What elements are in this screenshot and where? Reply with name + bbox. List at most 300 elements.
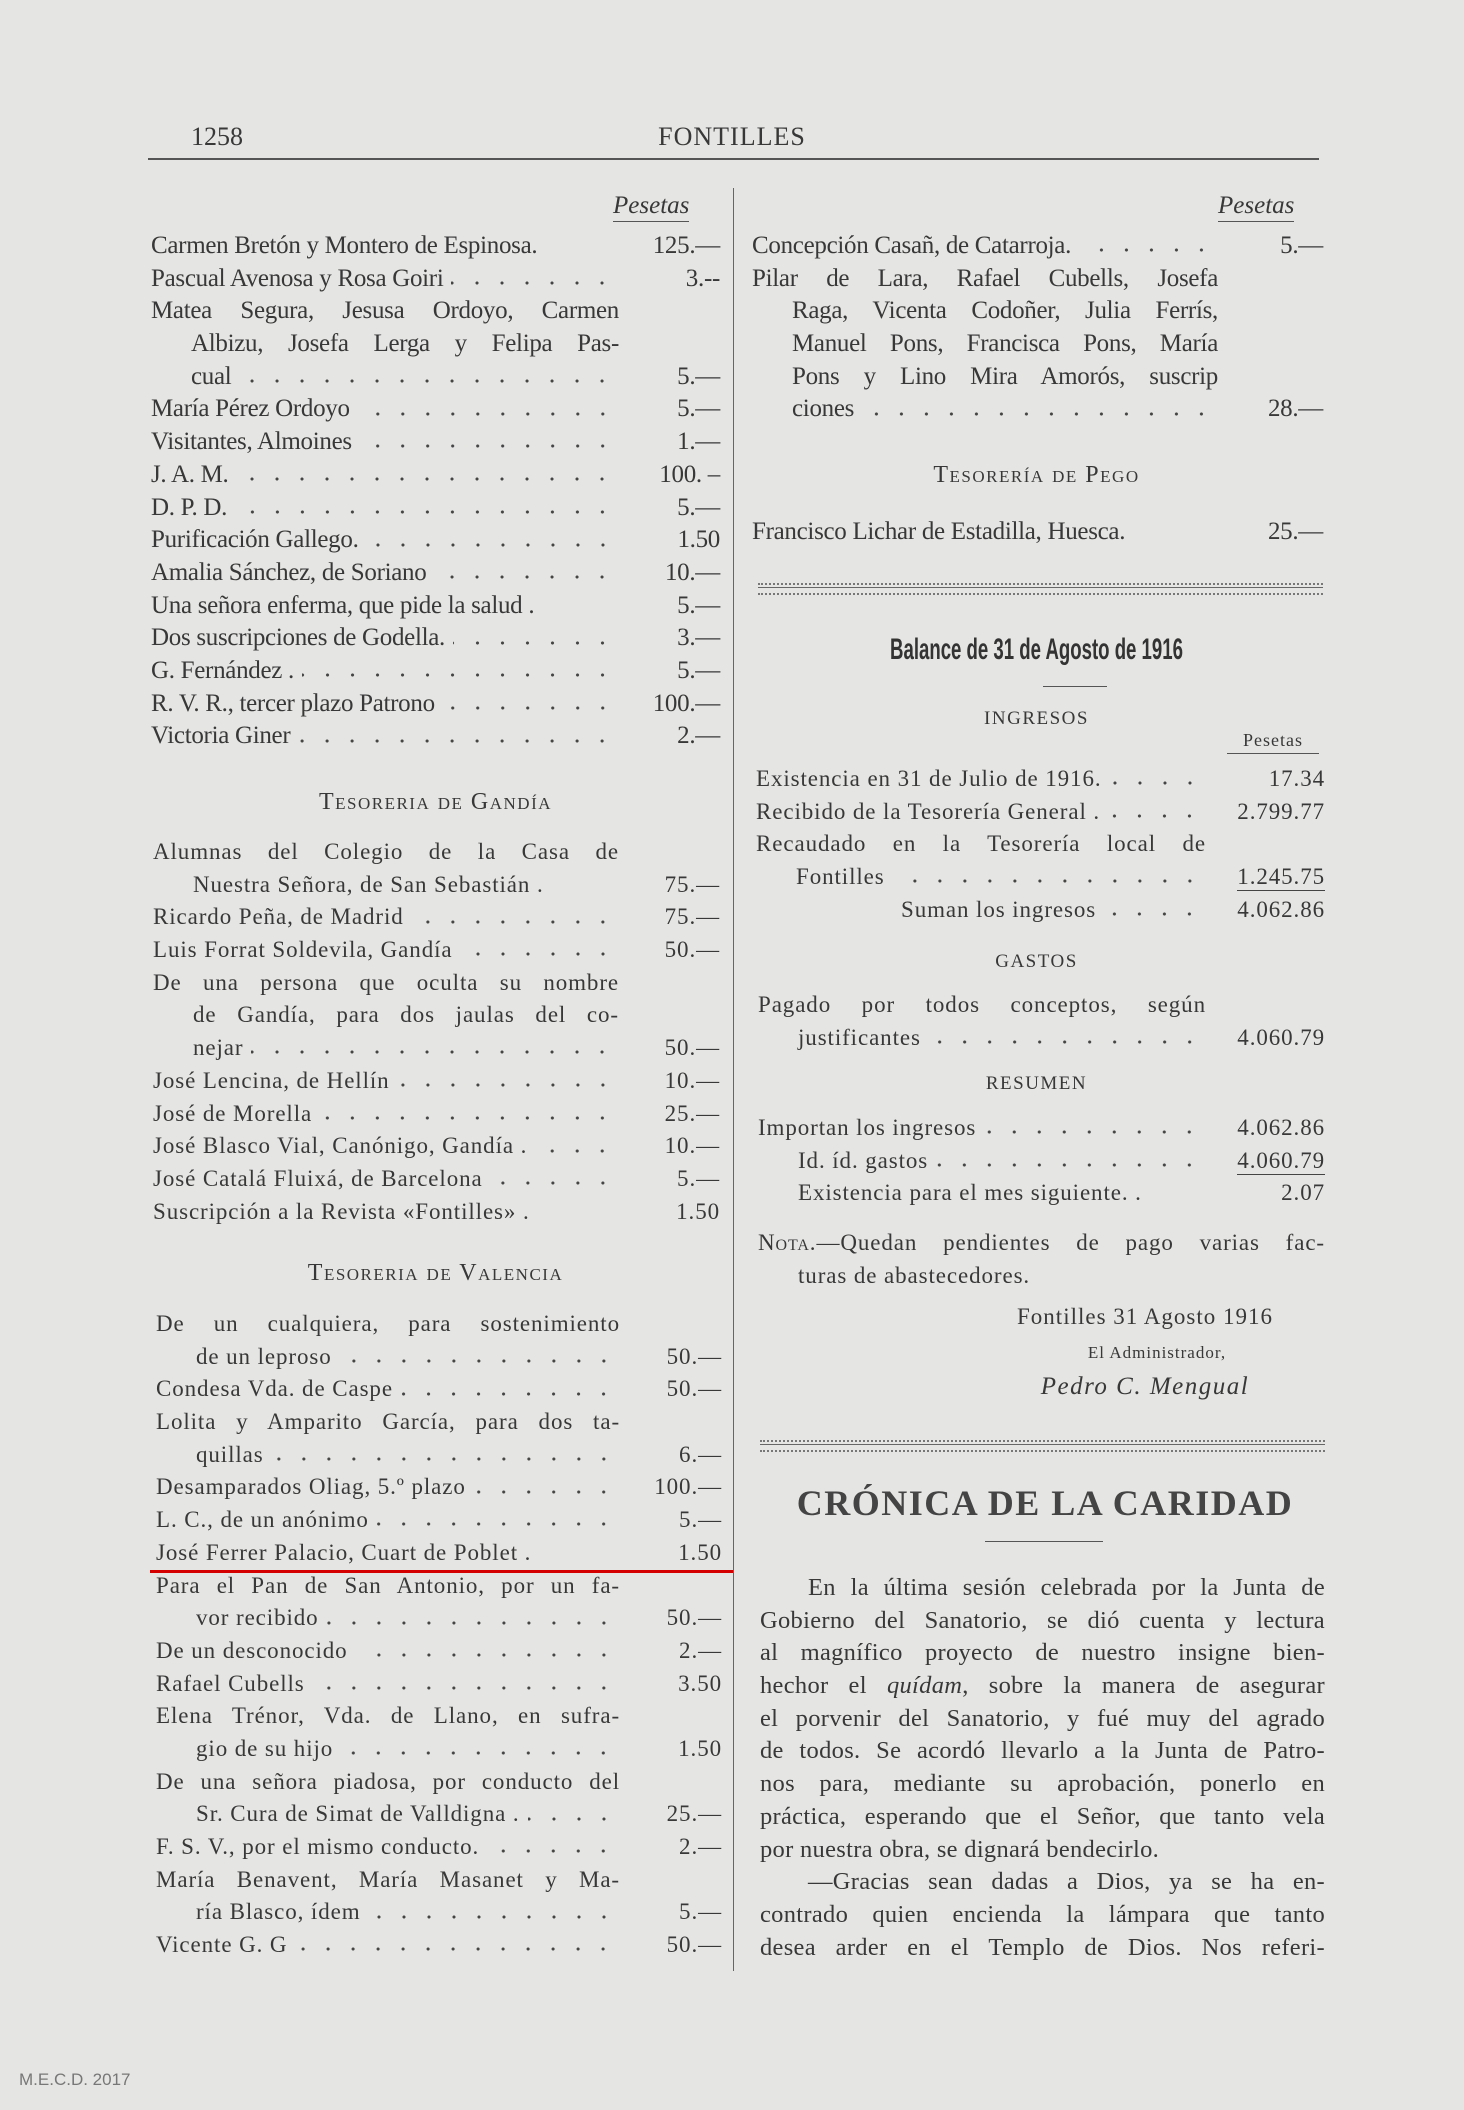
dot-leader: [893, 876, 1202, 886]
list-entry: [151, 459, 720, 492]
header-rule: [148, 158, 1319, 160]
pesetas-column-header-right: Pesetas: [1218, 192, 1294, 222]
paragraph-line: [760, 1866, 1325, 1899]
nota-label: Nota.: [758, 1230, 817, 1255]
amount-cell: [620, 1504, 722, 1537]
list-entry: [156, 1406, 722, 1439]
paragraph-line: [760, 1801, 1325, 1834]
entry-amount: 5.—: [679, 1507, 722, 1533]
list-entry: [153, 901, 720, 934]
amount-cell: [619, 557, 720, 590]
list-entry: [151, 720, 720, 753]
paragraph-text: nos para, mediante su aprobación, ponerlo en: [760, 1770, 1325, 1798]
dot-leader: [302, 670, 615, 680]
list-entry: [756, 763, 1325, 796]
entry-amount: 3.--: [685, 264, 720, 292]
entry-amount: 1.50: [678, 1735, 722, 1761]
dot-leader: [434, 572, 615, 582]
nota: [758, 1227, 1325, 1292]
nota-text: —Quedan pendientes de pago varias fac-: [816, 1230, 1325, 1255]
dot-leader: [313, 1683, 616, 1693]
entry-text: Purificación Gallego.: [151, 526, 359, 554]
paragraph-text: por nuestra obra, se dignará bendecirlo.: [760, 1835, 1160, 1863]
dot-leader: [239, 376, 615, 386]
paragraph-text: En la última sesión celebrada por la Junta de: [808, 1574, 1325, 1601]
entry-amount: 10.—: [664, 1067, 720, 1093]
dot-leader: [552, 884, 615, 894]
dot-leader: [1110, 778, 1202, 788]
list-entry-continuation: [752, 361, 1323, 394]
entry-text: Francisco Lichar de Estadilla, Huesca.: [752, 518, 1126, 545]
entry-text: Manuel Pons, Francisca Pons, María: [792, 330, 1218, 358]
entry-text: Concepción Casañ, de Catarroja.: [752, 232, 1072, 259]
paragraph-line: [760, 1605, 1325, 1638]
list-entry: [153, 1098, 720, 1131]
entry-text: vor recibido: [196, 1605, 319, 1631]
entry-text: José Catalá Fluixá, de Barcelona: [153, 1165, 483, 1191]
entry-amount: 75.—: [664, 904, 720, 930]
italic-term: quídam: [886, 1672, 963, 1700]
entry-amount: 50.—: [666, 1376, 722, 1402]
list-entry-continuation: [153, 999, 720, 1032]
column-divider: [733, 188, 734, 1971]
entry-text: Luis Forrat Soldevila, Gandía: [153, 937, 453, 963]
amount-cell: [619, 1196, 720, 1229]
amount-cell: [620, 1896, 722, 1929]
list-entry: [153, 836, 720, 869]
dot-leader: [491, 1178, 615, 1188]
dot-leader: [377, 1519, 616, 1529]
dot-leader: [443, 703, 615, 713]
page-number: 1258: [191, 122, 243, 151]
signer-name: Pedro C. Mengual: [1040, 1373, 1250, 1400]
amount-cell: [1206, 763, 1325, 796]
dot-leader: [358, 409, 615, 419]
entry-text: cual: [191, 362, 232, 390]
entry-text: De un desconocido: [156, 1637, 348, 1663]
amount-cell: [620, 1341, 722, 1374]
dot-leader: [545, 245, 615, 255]
list-entry: [156, 1831, 722, 1864]
pesetas-column-header: Pesetas: [613, 192, 689, 222]
paragraph-line: [760, 1768, 1325, 1801]
entry-text: Ricardo Peña, de Madrid: [153, 904, 404, 930]
amount-cell: [620, 1537, 722, 1570]
paragraph-line: [760, 1932, 1325, 1965]
paragraph-text: práctica, esperando que el Señor, que tanto vela: [760, 1802, 1325, 1830]
entry-amount: 5.—: [677, 493, 720, 521]
entry-amount: 4.062.86: [1237, 896, 1325, 922]
entry-text: G. Fernández .: [151, 656, 294, 684]
cronica-title-rule: [985, 1541, 1103, 1542]
list-entry: [758, 1177, 1325, 1210]
entry-amount: 1.—: [677, 428, 720, 456]
dot-leader: [539, 1552, 616, 1562]
paragraph-line: [760, 1670, 1325, 1703]
list-entry: [752, 230, 1323, 263]
entry-text: Matea Segura, Jesusa Ordoyo, Carmen: [151, 297, 619, 325]
amount-cell: [1206, 1145, 1325, 1178]
dot-leader: [341, 1748, 616, 1758]
amount-cell: [620, 1798, 722, 1831]
entry-amount: 5.—: [677, 656, 720, 684]
paragraph-line: [760, 1899, 1325, 1932]
list-entry: [151, 263, 720, 296]
dot-leader: [535, 1146, 615, 1156]
amount-cell: [619, 230, 720, 263]
entry-amount: 4.062.86: [1237, 1115, 1325, 1140]
dot-leader: [272, 1454, 616, 1464]
entry-amount: 50.—: [666, 1343, 722, 1369]
dot-leader: [327, 1618, 616, 1628]
entry-text: Condesa Vda. de Caspe: [156, 1376, 393, 1402]
list-entry-continuation: [153, 869, 720, 902]
amount-cell: [619, 524, 720, 557]
entry-text: Dos suscripciones de Godella.: [151, 624, 446, 652]
amount-cell: [619, 1163, 720, 1196]
entry-text: De una persona que oculta su nombre: [153, 969, 619, 995]
amount-cell: [620, 1831, 722, 1864]
dot-leader: [1150, 1193, 1202, 1203]
entry-text: Amalia Sánchez, de Soriano: [151, 558, 427, 586]
list-entry: [156, 1373, 722, 1406]
nota-text-cont: turas de abastecedores.: [798, 1262, 1031, 1288]
entry-amount: 2.07: [1281, 1180, 1325, 1206]
entry-text: De una señora piadosa, por conducto del: [156, 1768, 620, 1794]
list-entry-continuation: [752, 393, 1323, 426]
dot-leader: [401, 1389, 616, 1399]
entry-amount: 17.34: [1268, 766, 1325, 791]
dot-leader: [340, 1356, 616, 1366]
amount-cell: [1206, 796, 1325, 829]
entry-text: Elena Trénor, Vda. de Llano, en sufra-: [156, 1703, 620, 1729]
dot-leader: [984, 1127, 1202, 1137]
list-entry: [156, 1700, 722, 1733]
dot-leader: [1104, 909, 1202, 919]
dot-leader: [1133, 531, 1214, 541]
list-entry: [156, 1635, 722, 1668]
list-entry: [758, 1145, 1325, 1178]
entry-amount: 25.—: [1267, 518, 1323, 545]
entry-amount: 5.—: [679, 1899, 722, 1925]
amount-cell: [620, 1635, 722, 1668]
dot-leader: [528, 1814, 616, 1824]
dot-leader: [398, 1080, 615, 1090]
entry-amount: 100.—: [652, 689, 720, 717]
list-entry-continuation: [156, 1341, 722, 1374]
donation-list-pego: [752, 516, 1323, 549]
dot-leader: [1108, 811, 1202, 821]
entry-text: Desamparados Oliag, 5.º plazo: [156, 1474, 466, 1500]
amount-cell: [1206, 1022, 1325, 1055]
entry-amount: 3.50: [678, 1670, 722, 1696]
amount-cell: [1206, 1177, 1325, 1210]
dot-leader: [474, 1487, 616, 1497]
dot-leader: [369, 1912, 617, 1922]
entry-amount: 5.—: [677, 362, 720, 390]
list-entry: [756, 828, 1325, 861]
entry-amount: 1.50: [677, 526, 720, 554]
entry-text: Pagado por todos conceptos, según: [758, 992, 1206, 1017]
entry-amount: 10.—: [664, 1133, 720, 1159]
entry-text: Raga, Vicenta Codoñer, Julia Ferrís,: [792, 297, 1218, 325]
dot-leader: [236, 474, 615, 484]
dot-leader: [1079, 245, 1214, 255]
entry-amount: 75.—: [664, 871, 720, 897]
paragraph-text: el porvenir del Sanatorio, y fué muy del agrado: [760, 1704, 1325, 1732]
amount-cell: [619, 901, 720, 934]
ingresos-heading: INGRESOS: [984, 708, 1089, 729]
list-entry: [151, 295, 720, 328]
list-entry: [151, 590, 720, 623]
entry-amount: 50.—: [664, 937, 720, 963]
entry-text: gio de su hijo: [196, 1735, 334, 1761]
paragraph-line: [760, 1703, 1325, 1736]
entry-text: Sr. Cura de Simat de Valldigna .: [196, 1801, 520, 1827]
entry-amount: 125.—: [652, 232, 720, 259]
dot-leader: [367, 540, 615, 550]
entry-text: Suscripción a la Revista «Fontilles» .: [153, 1198, 530, 1224]
entry-text: Pilar de Lara, Rafael Cubells, Josefa: [752, 264, 1218, 292]
entry-amount: 2.—: [679, 1834, 722, 1859]
entry-text: Vicente G. G: [156, 1932, 288, 1958]
entry-text: Id. íd. gastos: [798, 1147, 929, 1173]
list-entry: [156, 1308, 722, 1341]
list-entry: [156, 1570, 722, 1603]
resumen-heading: RESUMEN: [985, 1073, 1088, 1094]
list-entry: [756, 894, 1325, 927]
dot-leader: [936, 1160, 1202, 1170]
paragraph-text: hechor el: [760, 1672, 887, 1700]
paragraph-line: [760, 1834, 1325, 1867]
entry-text: ría Blasco, ídem: [196, 1899, 361, 1925]
amount-cell: [619, 934, 720, 967]
cronica-body: [760, 1572, 1325, 1964]
place-date: Fontilles 31 Agosto 1916: [1017, 1304, 1273, 1329]
list-entry: [156, 1537, 722, 1570]
entry-text: justificantes: [798, 1024, 921, 1050]
dot-leader: [235, 507, 615, 517]
entry-text: Suman los ingresos: [901, 896, 1097, 922]
amount-cell: [619, 622, 720, 655]
list-entry: [153, 1065, 720, 1098]
entry-text: Rafael Cubells: [156, 1670, 305, 1696]
list-entry: [151, 557, 720, 590]
list-entry: [151, 622, 720, 655]
entry-text: De un cualquiera, para sostenimiento: [156, 1311, 620, 1336]
list-entry: [756, 796, 1325, 829]
paragraph-text: desea arder en el Templo de Dios. Nos referi-: [760, 1933, 1325, 1961]
entry-text: Alumnas del Colegio de la Casa de: [153, 839, 619, 864]
entry-text: María Pérez Ordoyo: [151, 395, 350, 423]
list-entry-continuation: [151, 328, 720, 361]
entry-amount: 25.—: [664, 1100, 720, 1126]
amount-cell: [620, 1373, 722, 1406]
dot-leader: [451, 278, 615, 288]
dot-leader: [542, 605, 615, 615]
entry-amount: 5.—: [1280, 232, 1323, 259]
paragraph-text: Gobierno del Sanatorio, se dió cuenta y lectura: [760, 1606, 1325, 1634]
dot-leader: [295, 1944, 616, 1954]
entry-text: Importan los ingresos: [758, 1115, 977, 1140]
donation-list-right: [752, 230, 1323, 426]
ingresos-list: [756, 763, 1325, 926]
amount-cell: [620, 1471, 722, 1504]
list-entry-continuation: [156, 1602, 722, 1635]
paragraph-text: contrado quien encienda la lámpara que tanto: [760, 1900, 1325, 1928]
section-heading-gandia: Tesoreria de Gandía: [318, 789, 553, 815]
list-entry-continuation: [758, 1022, 1325, 1055]
list-entry: [752, 516, 1323, 549]
amount-cell: [619, 426, 720, 459]
list-entry-continuation: [752, 295, 1323, 328]
amount-cell: [619, 1098, 720, 1131]
entry-text: Fontilles: [796, 864, 885, 890]
dot-leader: [356, 1650, 616, 1660]
list-entry-continuation: [156, 1798, 722, 1831]
dot-leader: [320, 1113, 615, 1123]
amount-cell: [619, 393, 720, 426]
list-entry: [151, 524, 720, 557]
amount-cell: [619, 263, 720, 296]
gastos-list: [758, 989, 1325, 1054]
list-entry-continuation: [156, 1733, 722, 1766]
entry-amount: 100.—: [654, 1474, 722, 1500]
entry-text: Para el Pan de San Antonio, por un fa-: [156, 1572, 620, 1598]
entry-amount: 50.—: [666, 1605, 722, 1631]
dot-leader: [862, 409, 1214, 419]
list-entry: [156, 1668, 722, 1701]
entry-amount: 2.—: [679, 1637, 722, 1663]
amount-cell: [1218, 230, 1323, 263]
entry-amount: 4.060.79: [1237, 1147, 1325, 1173]
entry-text: de un leproso: [196, 1343, 332, 1369]
list-entry: [151, 230, 720, 263]
entry-text: José Lencina, de Hellín: [153, 1067, 390, 1093]
balance-title: Balance de 31 de Agosto de 1916: [890, 633, 1183, 666]
amount-cell: [619, 720, 720, 753]
amount-cell: [620, 1439, 722, 1472]
dot-leader: [538, 1211, 615, 1221]
entry-text: Una señora enferma, que pide la salud .: [151, 591, 535, 619]
amount-cell: [619, 492, 720, 525]
footer-credit: M.E.C.D. 2017: [19, 2070, 131, 2089]
entry-text: Albizu, Josefa Lerga y Felipa Pas-: [191, 330, 619, 358]
list-entry-continuation: [752, 328, 1323, 361]
dot-leader: [360, 441, 615, 451]
entry-text: R. V. R., tercer plazo Patrono: [151, 689, 435, 717]
entry-amount: 5.—: [677, 395, 720, 423]
entry-text: Nuestra Señora, de San Sebastián .: [193, 871, 544, 897]
signer-role: El Administrador,: [1087, 1343, 1227, 1362]
entry-amount: 5.—: [677, 591, 720, 619]
dot-leader: [929, 1037, 1202, 1047]
entry-amount: 10.—: [664, 558, 720, 586]
entry-text: Victoria Giner: [151, 722, 291, 750]
list-entry-continuation: [156, 1439, 722, 1472]
paragraph-text: al magnífico proyecto de nuestro insigne bien-: [760, 1639, 1325, 1667]
entry-text: J. A. M.: [151, 460, 229, 488]
paragraph-text: , sobre la manera de asegurar: [962, 1672, 1325, 1700]
entry-text: Existencia para el mes siguiente. .: [798, 1180, 1142, 1206]
entry-amount: 1.50: [676, 1198, 720, 1224]
amount-cell: [619, 869, 720, 902]
entry-amount: 1.245.75: [1237, 864, 1325, 890]
entry-text: L. C., de un anónimo: [156, 1507, 369, 1533]
entry-text: D. P. D.: [151, 493, 228, 521]
entry-amount: 28.—: [1267, 395, 1323, 423]
list-entry: [153, 1163, 720, 1196]
amount-cell: [620, 1602, 722, 1635]
entry-text: F. S. V., por el mismo conducto.: [156, 1834, 480, 1859]
amount-cell: [619, 1032, 720, 1065]
donation-list-valencia: [156, 1308, 722, 1962]
list-entry: [151, 492, 720, 525]
entry-amount: 2.799.77: [1237, 798, 1325, 824]
entry-amount: 50.—: [666, 1932, 722, 1958]
gastos-heading: GASTOS: [995, 951, 1078, 972]
list-entry: [153, 967, 720, 1000]
double-dotted-rule: [758, 583, 1323, 595]
list-entry-continuation: [151, 361, 720, 394]
entry-text: quillas: [196, 1441, 264, 1467]
amount-cell: [620, 1929, 722, 1962]
amount-cell: [619, 1065, 720, 1098]
entry-text: Recaudado en la Tesorería local de: [756, 831, 1206, 857]
entry-text: ciones: [792, 395, 855, 423]
entry-text: Recibido de la Tesorería General .: [756, 798, 1101, 824]
entry-text: José de Morella: [153, 1100, 313, 1126]
entry-text: Visitantes, Almoines: [151, 428, 352, 456]
paragraph-line: [760, 1735, 1325, 1768]
amount-cell: [619, 590, 720, 623]
list-entry: [153, 1196, 720, 1229]
cronica-title: CRÓNICA DE LA CARIDAD: [796, 1483, 1294, 1523]
amount-cell: [619, 1130, 720, 1163]
double-dotted-rule-2: [760, 1440, 1325, 1452]
list-entry: [156, 1471, 722, 1504]
paragraph-line: [760, 1637, 1325, 1670]
amount-cell: [620, 1733, 722, 1766]
entry-text: Lolita y Amparito García, para dos ta-: [156, 1409, 620, 1435]
entry-amount: 100. –: [659, 460, 720, 488]
dot-leader: [412, 917, 615, 927]
pesetas-balance-header: Pesetas: [1227, 730, 1319, 754]
donation-list-gandia: [153, 836, 720, 1228]
entry-text: de Gandía, para dos jaulas del co-: [193, 1002, 619, 1028]
list-entry: [151, 393, 720, 426]
amount-cell: [1206, 894, 1325, 927]
title-rule: [1043, 686, 1107, 687]
entry-text: José Ferrer Palacio, Cuart de Poblet .: [156, 1539, 532, 1565]
list-entry-continuation: [153, 1032, 720, 1065]
amount-cell: [1218, 393, 1323, 426]
entry-amount: 4.060.79: [1237, 1024, 1325, 1050]
entry-amount: 2.—: [677, 722, 720, 750]
entry-amount: 1.50: [678, 1539, 722, 1565]
amount-cell: [1206, 861, 1325, 894]
dot-leader: [461, 949, 616, 959]
entry-amount: 5.—: [677, 1165, 720, 1191]
list-entry-continuation: [156, 1896, 722, 1929]
list-entry: [156, 1504, 722, 1537]
section-heading-pego: Tesorería de Pego: [933, 462, 1140, 488]
section-heading-valencia: Tesoreria de Valencia: [307, 1260, 564, 1286]
dot-leader: [251, 1047, 615, 1057]
amount-cell: [1206, 1112, 1325, 1145]
amount-cell: [619, 459, 720, 492]
list-entry: [156, 1929, 722, 1962]
